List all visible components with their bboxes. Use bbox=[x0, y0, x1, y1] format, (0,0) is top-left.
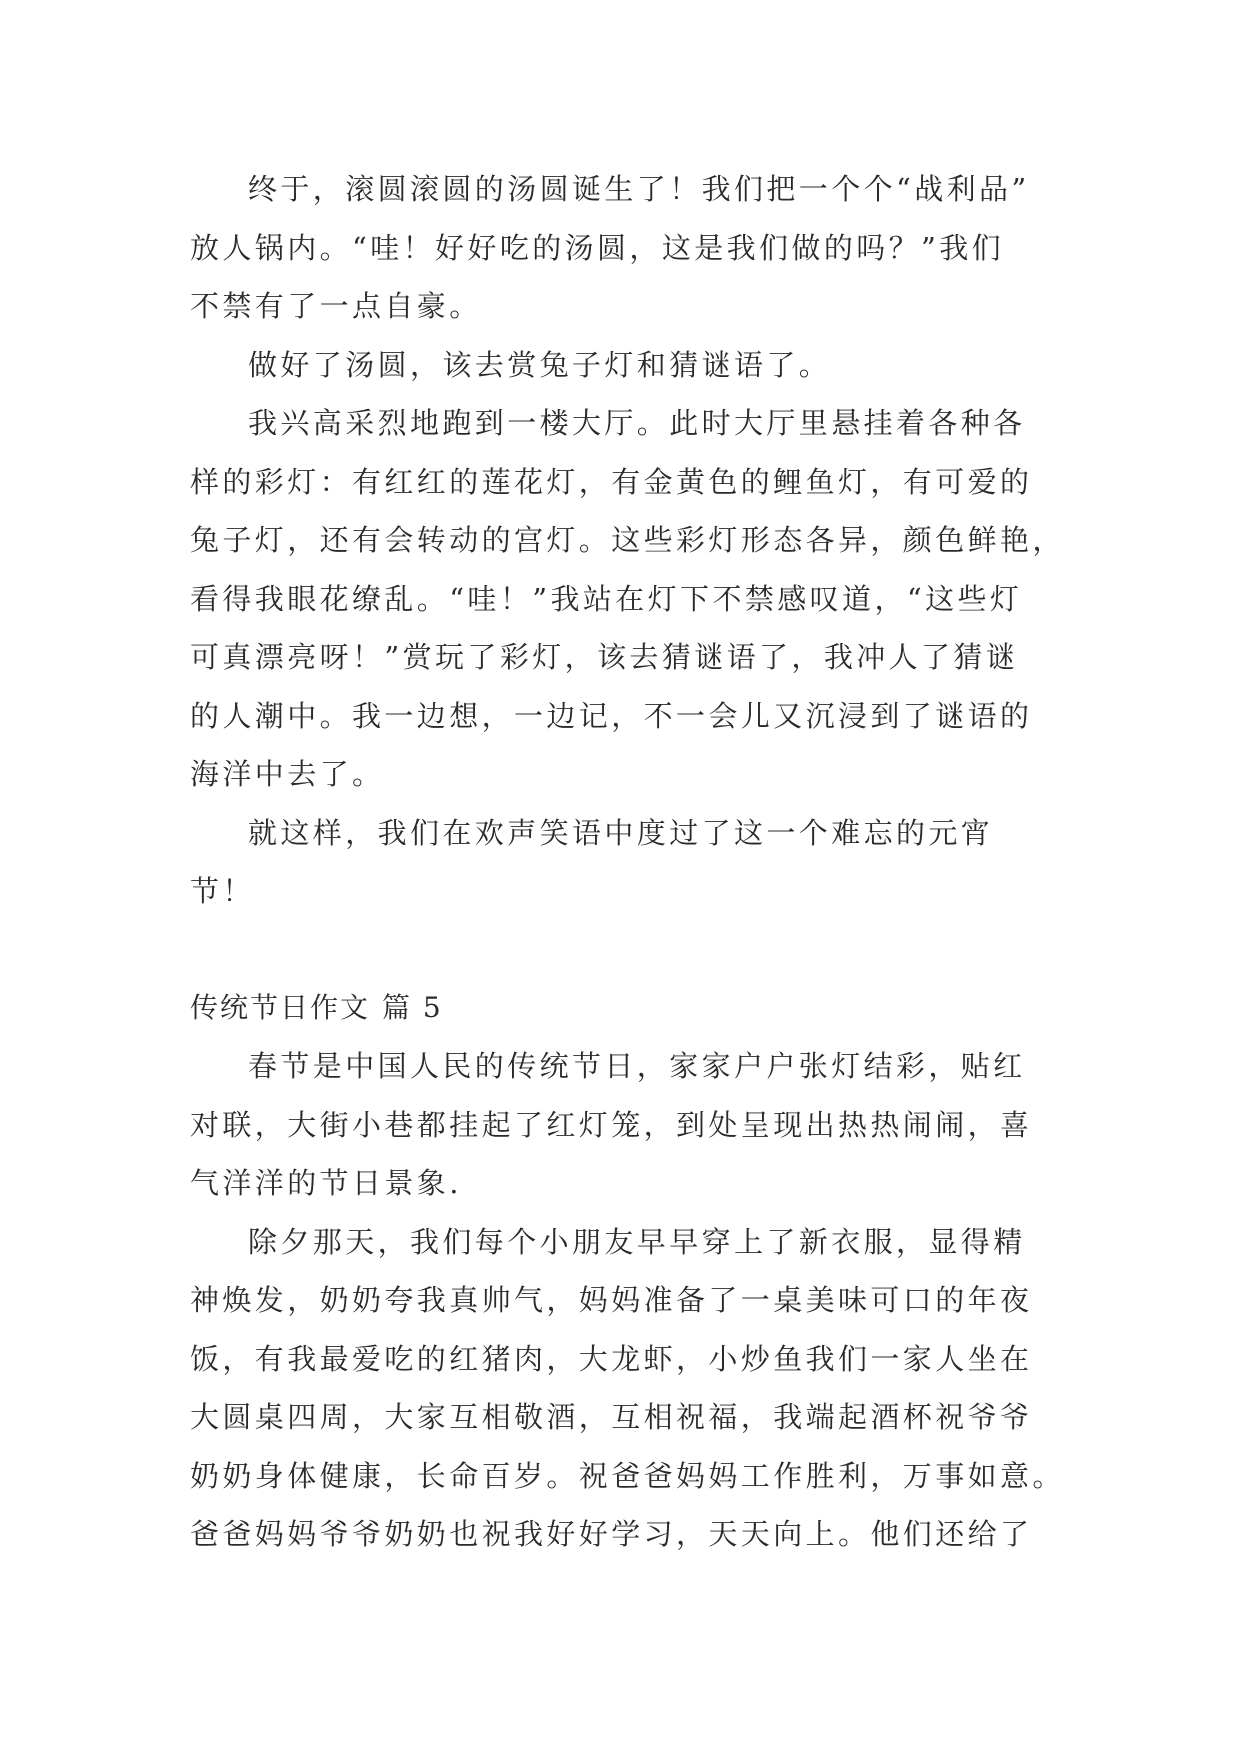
paragraph-line: 可真漂亮呀！”赏玩了彩灯，该去猜谜语了，我冲人了猜谜 bbox=[190, 640, 1019, 674]
paragraph-line: 春节是中国人民的传统节日，家家户户张灯结彩，贴红 bbox=[248, 1049, 1026, 1083]
paragraph-line: 爸爸妈妈爷爷奶奶也祝我好好学习，天天向上。他们还给了 bbox=[190, 1517, 1033, 1551]
paragraph-line: 我兴高采烈地跑到一楼大厅。此时大厅里悬挂着各种各 bbox=[248, 406, 1026, 440]
paragraph-line: 节！ bbox=[190, 874, 255, 908]
paragraph-line: 兔子灯，还有会转动的宫灯。这些彩灯形态各异，颜色鲜艳， bbox=[190, 523, 1065, 557]
section-title: 传统节日作文 bbox=[190, 990, 371, 1024]
paragraph-line: 对联，大街小巷都挂起了红灯笼，到处呈现出热热闹闹，喜 bbox=[190, 1107, 1033, 1142]
paragraph-line: 海洋中去了。 bbox=[190, 757, 385, 791]
paragraph-line: 就这样，我们在欢声笑语中度过了这一个难忘的元宵 bbox=[248, 815, 994, 850]
section-spacer bbox=[190, 921, 1060, 979]
paragraph-line: 的人潮中。我一边想，一边记，不一会儿又沉浸到了谜语的 bbox=[190, 698, 1033, 733]
paragraph-line: 终于，滚圆滚圆的汤圆诞生了！我们把一个个“战利品” bbox=[248, 172, 1030, 206]
paragraph-line: 样的彩灯：有红红的莲花灯，有金黄色的鲤鱼灯，有可爱的 bbox=[190, 464, 1033, 499]
section-heading bbox=[190, 979, 1060, 1038]
paragraph-line: 不禁有了一点自豪。 bbox=[190, 289, 482, 323]
paragraph-line: 看得我眼花缭乱。“哇！”我站在灯下不禁感叹道，“这些灯 bbox=[190, 581, 1023, 616]
paragraph-line: 奶奶身体健康，长命百岁。祝爸爸妈妈工作胜利，万事如意。 bbox=[190, 1458, 1065, 1493]
paragraph-line: 做好了汤圆，该去赏兔子灯和猜谜语了。 bbox=[248, 347, 832, 382]
paragraph-line: 神焕发，奶奶夸我真帅气，妈妈准备了一桌美味可口的年夜 bbox=[190, 1283, 1033, 1317]
paragraph-line: 饭，有我最爱吃的红猪肉，大龙虾，小炒鱼我们一家人坐在 bbox=[190, 1341, 1033, 1376]
document-body bbox=[190, 160, 1065, 1564]
paragraph-line: 气洋洋的节日景象. bbox=[190, 1166, 462, 1200]
paragraph-line: 除夕那天，我们每个小朋友早早穿上了新衣服，显得精 bbox=[248, 1224, 1026, 1259]
paragraph-line: 大圆桌四周，大家互相敬酒，互相祝福，我端起酒杯祝爷爷 bbox=[190, 1400, 1033, 1434]
section-number: 篇 5 bbox=[382, 990, 443, 1024]
paragraph-line: 放人锅内。“哇！好好吃的汤圆，这是我们做的吗？”我们 bbox=[190, 230, 1005, 265]
